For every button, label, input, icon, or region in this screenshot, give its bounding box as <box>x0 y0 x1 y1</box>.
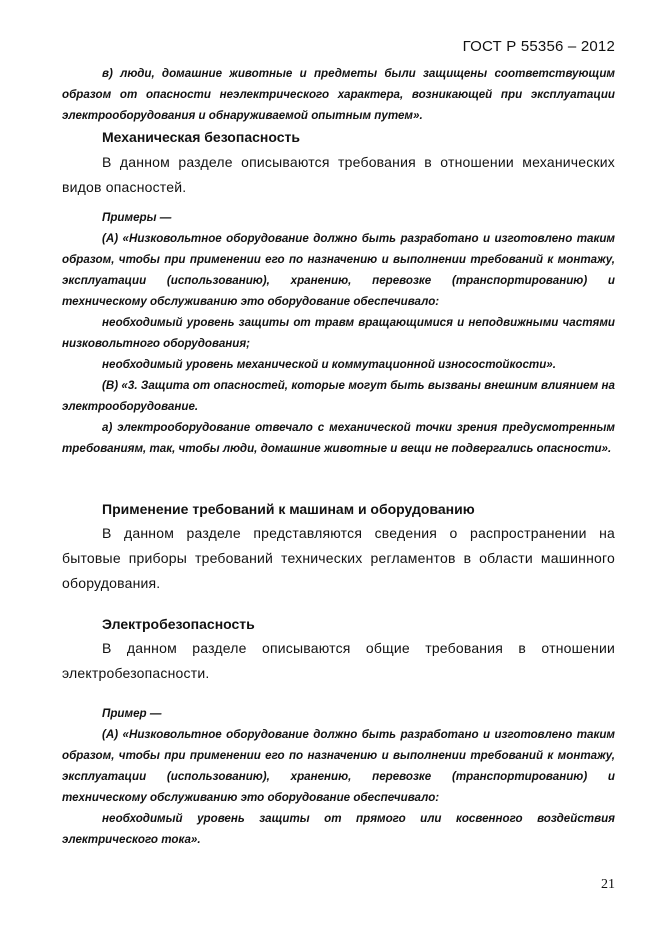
application-body <box>62 521 615 596</box>
mechanical-examples <box>62 207 615 459</box>
mechanical-heading: Механическая безопасность <box>102 129 300 145</box>
application-text: В данном разделе представляются сведения о распространении на бытовые приборы требований технических регламентов в области машинного оборудования. <box>62 525 615 591</box>
example-a-item-1: необходимый уровень защиты от травм вращающимися и неподвижными частями низковольтного оборудования; <box>62 316 615 350</box>
item-v-paragraph <box>62 63 615 126</box>
electrical-example <box>62 703 615 850</box>
electrical-example-a-text: (А) «Низковольтное оборудование должно быть разработано и изготовлено таким образом, чтобы при применении его по назначению и выполнении требований к монтажу, эксплуатации (использованию), хранению, перевозке (транспортированию) и техническому обслуживанию это оборудование обеспечивало: <box>62 728 615 804</box>
electrical-body <box>62 636 615 686</box>
mechanical-body <box>62 150 615 200</box>
standard-code: ГОСТ Р 55356 – 2012 <box>462 38 615 55</box>
electrical-section <box>62 614 615 634</box>
example-a-text: (А) «Низковольтное оборудование должно быть разработано и изготовлено таким образом, чтобы при применении его по назначению и выполнении требований к монтажу, эксплуатации (использованию), хранению, перевозке (транспортированию) и техническому обслуживанию это оборудование обеспечивало: <box>62 232 615 308</box>
page-number: 21 <box>601 877 615 892</box>
application-section <box>62 499 615 519</box>
electrical-heading: Электробезопасность <box>102 616 255 632</box>
examples-label: Примеры — <box>102 211 172 224</box>
example-label: Пример — <box>102 707 162 720</box>
example-b-item-a: а) электрооборудование отвечало с механической точки зрения предусмотренным требованиям, так, чтобы люди, домашние животные и вещи не подвергались опасности». <box>62 421 615 455</box>
application-heading: Применение требований к машинам и оборудованию <box>102 501 475 517</box>
electrical-example-item-1: необходимый уровень защиты от прямого или косвенного воздействия электрического тока». <box>62 812 615 846</box>
example-a-item-2: необходимый уровень механической и коммутационной износостойкости». <box>102 358 556 371</box>
mechanical-section <box>62 127 615 147</box>
example-b-text: (В) «3. Защита от опасностей, которые могут быть вызваны внешним влиянием на электрооборудование. <box>62 379 615 413</box>
electrical-text: В данном разделе описываются общие требования в отношении электробезопасности. <box>62 640 615 681</box>
mechanical-text: В данном разделе описываются требования в отношении механических видов опасностей. <box>62 154 615 195</box>
item-v-text: в) люди, домашние животные и предметы были защищены соответствующим образом от опасности неэлектрического характера, возникающей при эксплуатации электрооборудования и обнаруживаемой опытным путем». <box>62 67 615 122</box>
